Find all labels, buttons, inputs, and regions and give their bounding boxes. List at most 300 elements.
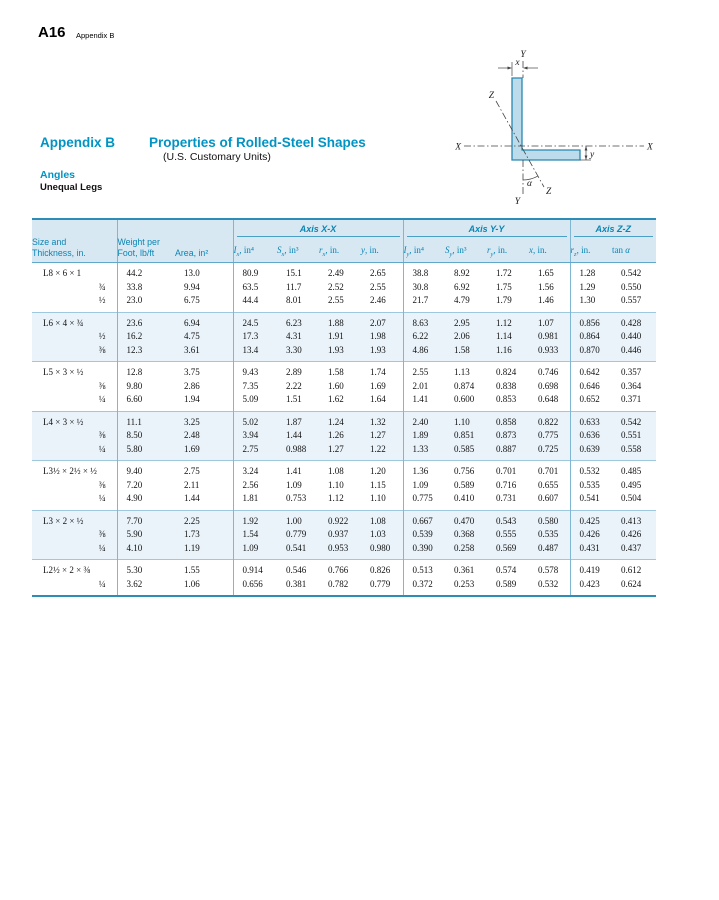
value-cell: 0.258	[445, 542, 487, 560]
section-label: Angles	[40, 169, 76, 181]
value-cell: 0.546	[277, 560, 319, 578]
size-cell: L4 × 3 × ½	[32, 411, 117, 429]
running-header: Appendix B	[76, 31, 115, 40]
value-cell: 1.89	[403, 429, 445, 443]
value-cell: 4.90	[117, 492, 175, 510]
value-cell: 0.864	[570, 330, 612, 344]
label-alpha: α	[527, 179, 532, 189]
appendix-title-prefix: Appendix B	[40, 135, 116, 150]
appendix-title-main: Properties of Rolled-Steel Shapes	[149, 135, 366, 150]
value-cell: 15.1	[286, 268, 302, 278]
value-cell: 0.980	[361, 542, 403, 560]
value-cell: 1.13	[445, 362, 487, 380]
table-row	[32, 362, 656, 380]
value-cell: 1.27	[319, 443, 361, 461]
col-header-rz: $r_z$, in.	[570, 237, 612, 263]
size-header-line2: Thickness, in.	[32, 247, 86, 258]
col-header-area	[175, 237, 233, 263]
value-cell: 0.648	[538, 394, 559, 404]
value-cell: 21.7	[403, 294, 445, 312]
value-cell: 12.3	[117, 344, 175, 362]
value-cell: 0.357	[612, 362, 656, 380]
size-cell: ⅜	[98, 479, 106, 490]
value-cell: 0.753	[286, 493, 307, 503]
value-cell: 0.487	[529, 542, 570, 560]
value-cell: 6.60	[117, 393, 175, 411]
value-cell: 0.440	[612, 330, 656, 344]
x-dim-arrow-right	[508, 67, 513, 70]
axis-xx-header	[233, 219, 403, 237]
value-cell: 0.557	[621, 295, 642, 305]
y-dim-arrow-bottom	[585, 156, 588, 161]
value-cell: 0.914	[233, 560, 277, 578]
value-cell: 0.368	[445, 528, 487, 542]
value-cell: 0.624	[621, 578, 642, 589]
value-cell: 2.55	[403, 362, 445, 380]
size-cell: ¼	[32, 542, 117, 560]
value-cell: 1.74	[361, 362, 403, 380]
value-cell: 0.446	[612, 344, 656, 362]
value-cell: 0.532	[538, 578, 559, 589]
value-cell: 1.33	[403, 443, 445, 461]
value-cell: 3.25	[175, 411, 233, 429]
value-cell: 3.94	[233, 429, 277, 443]
size-cell: L6 × 4 × ¾	[32, 312, 117, 330]
value-cell: 0.541	[570, 492, 612, 510]
value-cell: 1.54	[233, 528, 277, 542]
value-cell: 1.46	[538, 295, 554, 305]
axis-header-row	[32, 219, 656, 237]
col-header-tan-alpha: tan α	[612, 237, 656, 263]
value-cell: 8.50	[117, 429, 175, 443]
value-cell: 80.9	[233, 263, 277, 281]
value-cell: 0.655	[538, 479, 559, 490]
value-cell: 1.06	[184, 578, 200, 589]
table-body	[32, 263, 656, 597]
size-cell: ½	[98, 295, 106, 305]
value-cell: 7.70	[117, 510, 175, 528]
value-cell: 0.701	[529, 461, 570, 479]
value-cell: 0.600	[454, 394, 475, 404]
value-cell: 4.75	[175, 330, 233, 344]
value-cell: 1.65	[538, 268, 554, 278]
table-row	[32, 281, 656, 295]
value-cell: 0.542	[621, 268, 642, 278]
page-number: A16	[38, 24, 66, 41]
value-cell: 1.09	[233, 542, 277, 560]
size-cell: ⅜	[32, 344, 117, 362]
col-header-Sx: $S_x$, in³	[277, 237, 319, 263]
value-cell: 0.428	[612, 312, 656, 330]
value-cell: 1.07	[529, 312, 570, 330]
value-cell: 1.55	[175, 560, 233, 578]
value-cell: 2.75	[175, 461, 233, 479]
value-cell: 6.23	[277, 312, 319, 330]
table-row	[32, 510, 656, 528]
value-cell: 3.61	[175, 344, 233, 362]
col-header-rx: $r_x$, in.	[319, 237, 361, 263]
value-cell: 6.94	[175, 312, 233, 330]
value-cell: 0.555	[487, 528, 529, 542]
value-cell: 0.731	[496, 493, 517, 503]
value-cell: 0.390	[403, 542, 445, 560]
value-cell: 0.426	[570, 528, 612, 542]
size-cell: ¼	[98, 394, 106, 404]
value-cell: 1.81	[233, 492, 277, 510]
value-cell: 0.782	[328, 578, 349, 589]
column-header-row	[32, 237, 656, 263]
size-cell: L2½ × 2 × ⅜	[32, 560, 117, 578]
value-cell: 0.636	[570, 429, 612, 443]
value-cell: 0.775	[529, 429, 570, 443]
value-cell: 44.4	[233, 294, 277, 312]
value-cell: 6.75	[184, 295, 200, 305]
value-cell: 0.425	[570, 510, 612, 528]
value-cell: 1.09	[286, 479, 302, 490]
value-cell: 13.4	[233, 344, 277, 362]
value-cell: 11.7	[286, 281, 302, 292]
axis-yy-label: Axis Y-Y	[407, 224, 567, 237]
value-cell: 0.779	[370, 578, 391, 589]
value-cell: 2.25	[175, 510, 233, 528]
value-cell: 0.858	[487, 411, 529, 429]
value-cell: 0.470	[445, 510, 487, 528]
table-row	[32, 344, 656, 362]
value-cell: 5.02	[233, 411, 277, 429]
value-cell: 1.16	[487, 344, 529, 362]
value-cell: 13.0	[184, 268, 200, 278]
header-spacer-size	[32, 219, 117, 237]
value-cell: 1.93	[361, 344, 403, 362]
value-cell: 1.24	[319, 411, 361, 429]
label-z-axis-top: Z	[488, 91, 494, 101]
table-row	[32, 443, 656, 461]
value-cell: 2.65	[370, 268, 386, 278]
value-cell: 1.20	[361, 461, 403, 479]
value-cell: 1.29	[570, 281, 612, 295]
table-row	[32, 560, 656, 578]
table-row	[32, 479, 656, 493]
appendix-title	[40, 135, 366, 150]
value-cell: 0.642	[570, 362, 612, 380]
value-cell: 0.495	[621, 479, 642, 490]
value-cell: 9.40	[117, 461, 175, 479]
value-cell: 0.535	[529, 528, 570, 542]
value-cell: 1.32	[361, 411, 403, 429]
col-header-xbar: x, in.	[529, 237, 570, 263]
value-cell: 8.01	[286, 295, 302, 305]
label-x-axis-left: X	[455, 142, 461, 153]
value-cell: 2.55	[370, 281, 386, 292]
value-cell: 0.551	[612, 429, 656, 443]
value-cell: 9.43	[233, 362, 277, 380]
label-z-axis-bottom: Z	[546, 187, 552, 197]
value-cell: 1.00	[277, 510, 319, 528]
value-cell: 0.364	[621, 380, 642, 391]
value-cell: 0.779	[277, 528, 319, 542]
value-cell: 0.756	[445, 461, 487, 479]
value-cell: 0.646	[570, 380, 612, 394]
value-cell: 0.851	[445, 429, 487, 443]
value-cell: 0.824	[487, 362, 529, 380]
size-cell: ⅜	[32, 528, 117, 542]
value-cell: 0.550	[621, 281, 642, 292]
value-cell: 44.2	[117, 263, 175, 281]
value-cell: 2.07	[361, 312, 403, 330]
size-cell: L8 × 6 × 1	[43, 268, 82, 278]
value-cell: 0.542	[612, 411, 656, 429]
value-cell: 0.746	[529, 362, 570, 380]
value-cell: 30.8	[403, 281, 445, 295]
col-header-Iy: $I_y$, in⁴	[403, 237, 445, 263]
value-cell: 1.27	[361, 429, 403, 443]
value-cell: 0.633	[570, 411, 612, 429]
value-cell: 1.98	[361, 330, 403, 344]
value-cell: 2.11	[184, 479, 200, 490]
value-cell: 0.887	[487, 443, 529, 461]
value-cell: 0.535	[570, 479, 612, 493]
table-row	[32, 263, 656, 281]
value-cell: 1.41	[277, 461, 319, 479]
axis-xx-label: Axis X-X	[237, 224, 400, 237]
value-cell: 0.539	[403, 528, 445, 542]
value-cell: 5.30	[117, 560, 175, 578]
value-cell: 0.431	[570, 542, 612, 560]
value-cell: 1.69	[370, 380, 386, 391]
area-header: Area, in²	[175, 247, 209, 258]
value-cell: 1.08	[319, 461, 361, 479]
value-cell: 7.20	[117, 479, 175, 493]
table-row	[32, 312, 656, 330]
size-cell: ¾	[98, 281, 106, 292]
col-header-weight	[117, 237, 175, 263]
value-cell: 7.35	[233, 380, 277, 394]
value-cell: 0.585	[445, 443, 487, 461]
size-cell: ¼	[98, 578, 106, 589]
value-cell: 1.12	[328, 493, 344, 503]
size-header-line1: Size and	[32, 237, 67, 247]
value-cell: 0.639	[570, 443, 612, 461]
value-cell: 5.09	[233, 393, 277, 411]
size-cell: ⅜	[98, 380, 106, 391]
value-cell: 24.5	[233, 312, 277, 330]
table-row	[32, 411, 656, 429]
label-x-dimension: x	[515, 58, 520, 68]
value-cell: 3.62	[117, 578, 175, 597]
value-cell: 0.381	[286, 578, 307, 589]
col-header-ry: $r_y$, in.	[487, 237, 529, 263]
value-cell: 3.24	[233, 461, 277, 479]
value-cell: 0.558	[612, 443, 656, 461]
value-cell: 1.88	[319, 312, 361, 330]
value-cell: 1.75	[496, 281, 512, 292]
value-cell: 0.826	[361, 560, 403, 578]
value-cell: 0.656	[233, 578, 277, 597]
value-cell: 0.953	[319, 542, 361, 560]
size-cell: L3 × 2 × ½	[32, 510, 117, 528]
value-cell: 8.63	[403, 312, 445, 330]
value-cell: 4.79	[454, 295, 470, 305]
value-cell: 0.874	[454, 380, 475, 391]
label-x-axis-right: X	[647, 142, 653, 153]
value-cell: 1.72	[496, 268, 512, 278]
value-cell: 1.73	[175, 528, 233, 542]
value-cell: 0.922	[319, 510, 361, 528]
value-cell: 0.574	[487, 560, 529, 578]
value-cell: 3.30	[277, 344, 319, 362]
label-y-axis-bottom: Y	[514, 197, 520, 207]
col-header-ybar: y, in.	[361, 237, 403, 263]
value-cell: 2.40	[403, 411, 445, 429]
value-cell: 1.60	[328, 380, 344, 391]
label-y-axis-top: Y	[520, 50, 526, 60]
value-cell: 2.86	[184, 380, 200, 391]
weight-header-line1: Weight per	[117, 237, 160, 247]
value-cell: 2.01	[403, 380, 445, 394]
table-row	[32, 492, 656, 510]
value-cell: 1.03	[361, 528, 403, 542]
value-cell: 1.69	[175, 443, 233, 461]
label-y-dimension: y	[590, 150, 595, 160]
col-header-size	[32, 237, 117, 263]
value-cell: 1.56	[538, 281, 554, 292]
subsection-label: Unequal Legs	[40, 182, 103, 193]
value-cell: 0.701	[487, 461, 529, 479]
value-cell: 0.873	[487, 429, 529, 443]
value-cell: 0.423	[570, 578, 612, 597]
value-cell: 0.612	[612, 560, 656, 578]
axis-zz-label: Axis Z-Z	[574, 224, 654, 237]
value-cell: 4.10	[117, 542, 175, 560]
value-cell: 17.3	[233, 330, 277, 344]
value-cell: 1.12	[487, 312, 529, 330]
value-cell: 6.92	[454, 281, 470, 292]
value-cell: 1.08	[361, 510, 403, 528]
value-cell: 1.51	[286, 394, 302, 404]
value-cell: 23.0	[117, 294, 175, 312]
value-cell: 1.58	[319, 362, 361, 380]
size-cell: L3½ × 2½ × ½	[32, 461, 117, 479]
size-cell: ¼	[32, 443, 117, 461]
value-cell: 0.652	[570, 393, 612, 411]
value-cell: 1.10	[445, 411, 487, 429]
value-cell: 0.532	[570, 461, 612, 479]
properties-table	[32, 218, 656, 597]
value-cell: 0.426	[612, 528, 656, 542]
value-cell: 38.8	[403, 263, 445, 281]
table-row	[32, 330, 656, 344]
col-header-Sy: $S_y$, in³	[445, 237, 487, 263]
value-cell: 0.361	[445, 560, 487, 578]
value-cell: 0.856	[570, 312, 612, 330]
value-cell: 0.543	[487, 510, 529, 528]
value-cell: 2.55	[328, 295, 344, 305]
value-cell: 0.372	[403, 578, 445, 597]
angle-shape	[512, 78, 580, 160]
col-header-Ix: $I_x$, in⁴	[233, 237, 277, 263]
value-cell: 0.413	[612, 510, 656, 528]
units-subtitle: (U.S. Customary Units)	[163, 151, 271, 163]
axis-zz-header	[570, 219, 656, 237]
value-cell: 1.10	[328, 479, 344, 490]
value-cell: 2.46	[370, 295, 386, 305]
value-cell: 63.5	[233, 281, 277, 295]
value-cell: 0.716	[496, 479, 517, 490]
value-cell: 0.410	[454, 493, 475, 503]
value-cell: 3.75	[175, 362, 233, 380]
value-cell: 33.8	[117, 281, 175, 295]
value-cell: 0.981	[529, 330, 570, 344]
value-cell: 0.569	[487, 542, 529, 560]
table-row	[32, 542, 656, 560]
value-cell: 0.513	[403, 560, 445, 578]
value-cell: 0.578	[529, 560, 570, 578]
value-cell: 0.253	[454, 578, 475, 589]
value-cell: 0.580	[529, 510, 570, 528]
value-cell: 9.80	[117, 380, 175, 394]
value-cell: 1.22	[361, 443, 403, 461]
value-cell: 9.94	[184, 281, 200, 292]
weight-header-line2: Foot, lb/ft	[117, 247, 155, 258]
value-cell: 2.22	[286, 380, 302, 391]
value-cell: 0.504	[621, 493, 642, 503]
value-cell: 1.19	[175, 542, 233, 560]
value-cell: 1.93	[319, 344, 361, 362]
value-cell: 4.31	[277, 330, 319, 344]
size-cell: L5 × 3 × ½	[32, 362, 117, 380]
value-cell: 1.14	[487, 330, 529, 344]
value-cell: 0.870	[570, 344, 612, 362]
value-cell: 1.15	[370, 479, 386, 490]
value-cell: 0.853	[496, 394, 517, 404]
value-cell: 0.838	[496, 380, 517, 391]
value-cell: 0.766	[319, 560, 361, 578]
size-cell: ⅜	[32, 429, 117, 443]
y-dim-arrow-top	[585, 146, 588, 151]
value-cell: 0.725	[529, 443, 570, 461]
value-cell: 0.775	[403, 492, 445, 510]
value-cell: 5.80	[117, 443, 175, 461]
size-cell: ¼	[98, 493, 106, 503]
value-cell: 0.485	[612, 461, 656, 479]
value-cell: 0.437	[612, 542, 656, 560]
value-cell: 4.86	[403, 344, 445, 362]
value-cell: 2.89	[277, 362, 319, 380]
value-cell: 1.64	[370, 394, 386, 404]
angle-section-diagram	[450, 44, 675, 212]
axis-yy-header	[403, 219, 570, 237]
header-spacer-weight-area	[117, 219, 233, 237]
value-cell: 1.36	[403, 461, 445, 479]
value-cell: 5.90	[117, 528, 175, 542]
value-cell: 1.44	[184, 493, 200, 503]
table-row	[32, 393, 656, 411]
value-cell: 1.10	[370, 493, 386, 503]
value-cell: 0.371	[621, 394, 642, 404]
value-cell: 1.79	[496, 295, 512, 305]
value-cell: 1.09	[403, 479, 445, 493]
value-cell: 1.94	[184, 394, 200, 404]
value-cell: 0.589	[454, 479, 475, 490]
value-cell: 1.26	[319, 429, 361, 443]
value-cell: 16.2	[117, 330, 175, 344]
value-cell: 0.419	[570, 560, 612, 578]
size-cell: ½	[32, 330, 117, 344]
value-cell: 1.44	[277, 429, 319, 443]
value-cell: 0.988	[277, 443, 319, 461]
value-cell: 1.30	[570, 294, 612, 312]
value-cell: 8.92	[454, 268, 470, 278]
